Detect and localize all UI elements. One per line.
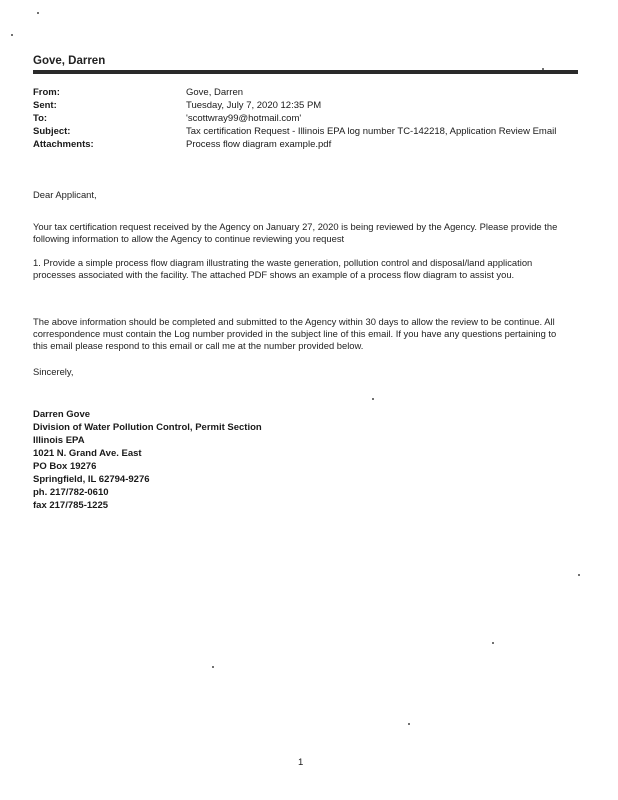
scan-speck bbox=[11, 34, 13, 36]
sender-heading: Gove, Darren bbox=[33, 55, 106, 67]
scan-speck bbox=[408, 723, 410, 725]
attachments-value: Process flow diagram example.pdf bbox=[186, 139, 332, 150]
closing: Sincerely, bbox=[33, 366, 74, 377]
sent-value: Tuesday, July 7, 2020 12:35 PM bbox=[186, 100, 322, 111]
page-number: 1 bbox=[298, 757, 304, 768]
signature-city: Springfield, IL 62794-9276 bbox=[33, 474, 150, 485]
from-value: Gove, Darren bbox=[186, 87, 244, 98]
scan-speck bbox=[212, 666, 214, 668]
signature-fax: fax 217/785-1225 bbox=[33, 500, 109, 511]
body-paragraph-2: The above information should be completed and submitted to the Agency within 30 days to allow the review to be continue. All correspondence must contain the Log number provided in the subject line of this email. If you have any questions pertaining to this email please respond to this email or call me at the number provided below. bbox=[33, 316, 557, 351]
to-value: 'scottwray99@hotmail.com' bbox=[186, 113, 302, 124]
from-label: From: bbox=[33, 87, 60, 98]
scan-speck bbox=[578, 574, 580, 576]
signature-po-box: PO Box 19276 bbox=[33, 461, 97, 472]
attachments-label: Attachments: bbox=[33, 139, 94, 150]
signature-agency: Illinois EPA bbox=[33, 435, 85, 446]
signature-phone: ph. 217/782-0610 bbox=[33, 487, 109, 498]
body-paragraph-1: Your tax certification request received by the Agency on January 27, 2020 is being reviewed by the Agency. Please provide the following information to allow the Agency to continue reviewing you request bbox=[33, 221, 558, 244]
sent-label: Sent: bbox=[33, 100, 57, 111]
greeting: Dear Applicant, bbox=[33, 189, 97, 200]
request-item-1: 1. Provide a simple process flow diagram illustrating the waste generation, pollution control and disposal/land application processes associated with the facility. The attached PDF shows an example of a process flow diagram to assist you. bbox=[33, 257, 533, 280]
signature-division: Division of Water Pollution Control, Permit Section bbox=[33, 422, 262, 433]
signature-street: 1021 N. Grand Ave. East bbox=[33, 448, 142, 459]
scan-speck bbox=[37, 12, 39, 14]
subject-label: Subject: bbox=[33, 126, 71, 137]
header-divider bbox=[33, 70, 578, 74]
scan-speck bbox=[492, 642, 494, 644]
scan-speck bbox=[372, 398, 374, 400]
subject-value: Tax certification Request - Illinois EPA log number TC-142218, Application Review Email bbox=[186, 126, 557, 137]
signature-name: Darren Gove bbox=[33, 409, 91, 420]
to-label: To: bbox=[33, 113, 48, 124]
